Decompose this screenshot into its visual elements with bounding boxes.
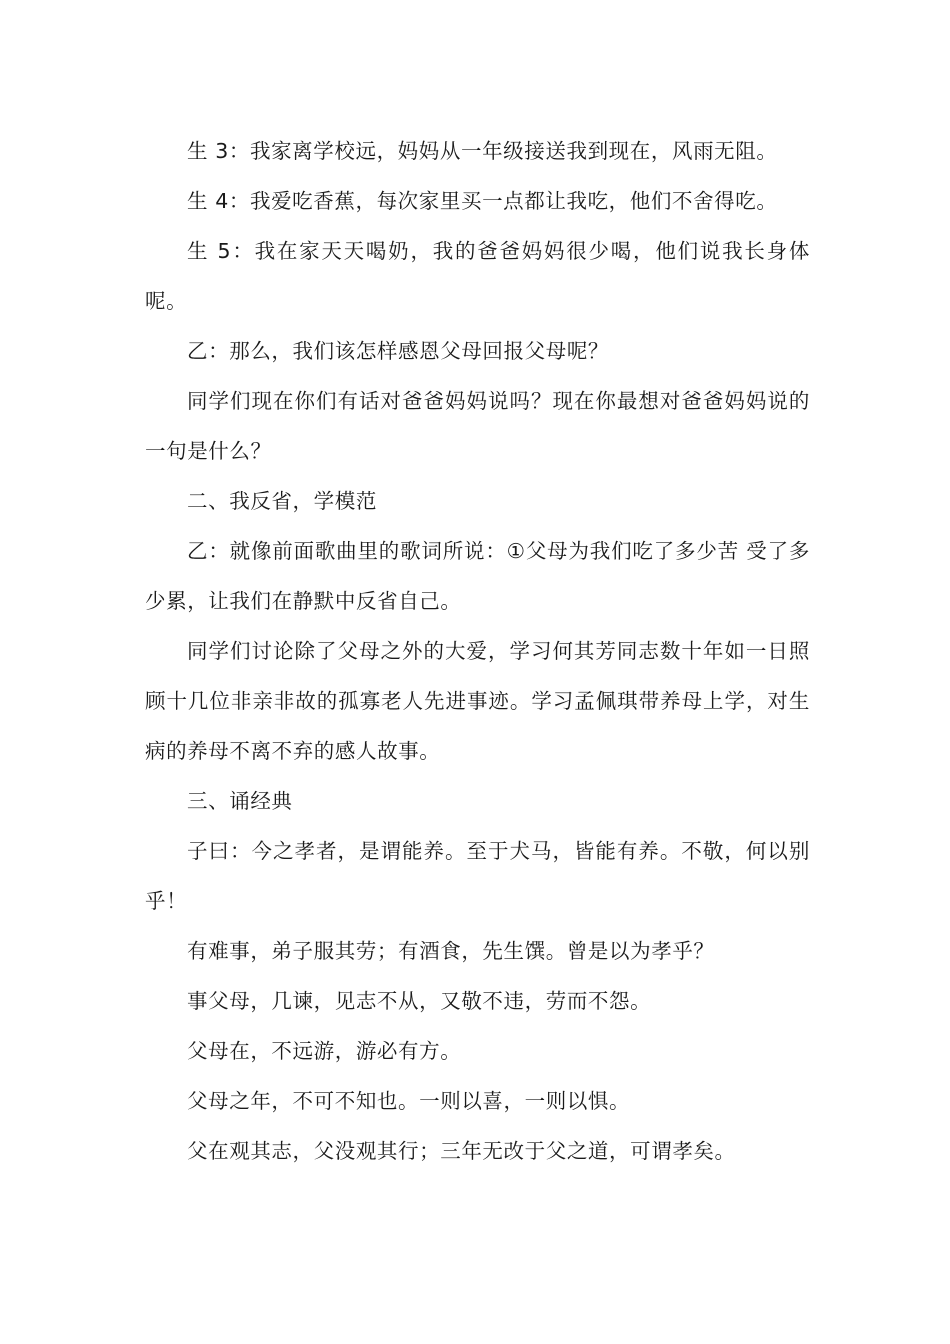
quote-paragraph: 事父母，几谏，见志不从，又敬不违，劳而不怨。 (187, 989, 652, 1013)
paragraph: 乙：那么，我们该怎样感恩父母回报父母呢？ (187, 339, 610, 363)
quote-paragraph: 父在观其志，父没观其行；三年无改于父之道，可谓孝矣。 (187, 1139, 736, 1163)
quote-paragraph: 父母在，不远游，游必有方。 (187, 1039, 462, 1063)
quote-paragraph: 子曰：今之孝者，是谓能养。至于犬马，皆能有养。不敬，何以别乎！ (145, 839, 810, 913)
paragraph: 同学们讨论除了父母之外的大爱，学习何其芳同志数十年如一日照顾十几位非亲非故的孤寡老人先进事迹。学习孟佩琪带养母上学，对生病的养母不离不弃的感人故事。 (145, 639, 810, 763)
quote-paragraph: 父母之年，不可不知也。一则以喜，一则以惧。 (187, 1089, 631, 1113)
paragraph: 同学们现在你们有话对爸爸妈妈说吗？现在你最想对爸爸妈妈说的一句是什么？ (145, 389, 810, 463)
document-body (145, 126, 810, 1176)
paragraph: 乙：就像前面歌曲里的歌词所说：①父母为我们吃了多少苦 受了多少累，让我们在静默中反省自己。 (145, 539, 810, 613)
section-heading: 三、诵经典 (187, 789, 293, 813)
paragraph: 生 4：我爱吃香蕉，每次家里买一点都让我吃，他们不舍得吃。 (187, 189, 778, 213)
quote-paragraph: 有难事，弟子服其劳；有酒食，先生馔。曾是以为孝乎？ (187, 939, 715, 963)
section-heading: 二、我反省，学模范 (187, 489, 377, 513)
paragraph: 生 5：我在家天天喝奶，我的爸爸妈妈很少喝，他们说我长身体呢。 (145, 239, 810, 313)
paragraph: 生 3：我家离学校远，妈妈从一年级接送我到现在，风雨无阻。 (187, 139, 778, 163)
